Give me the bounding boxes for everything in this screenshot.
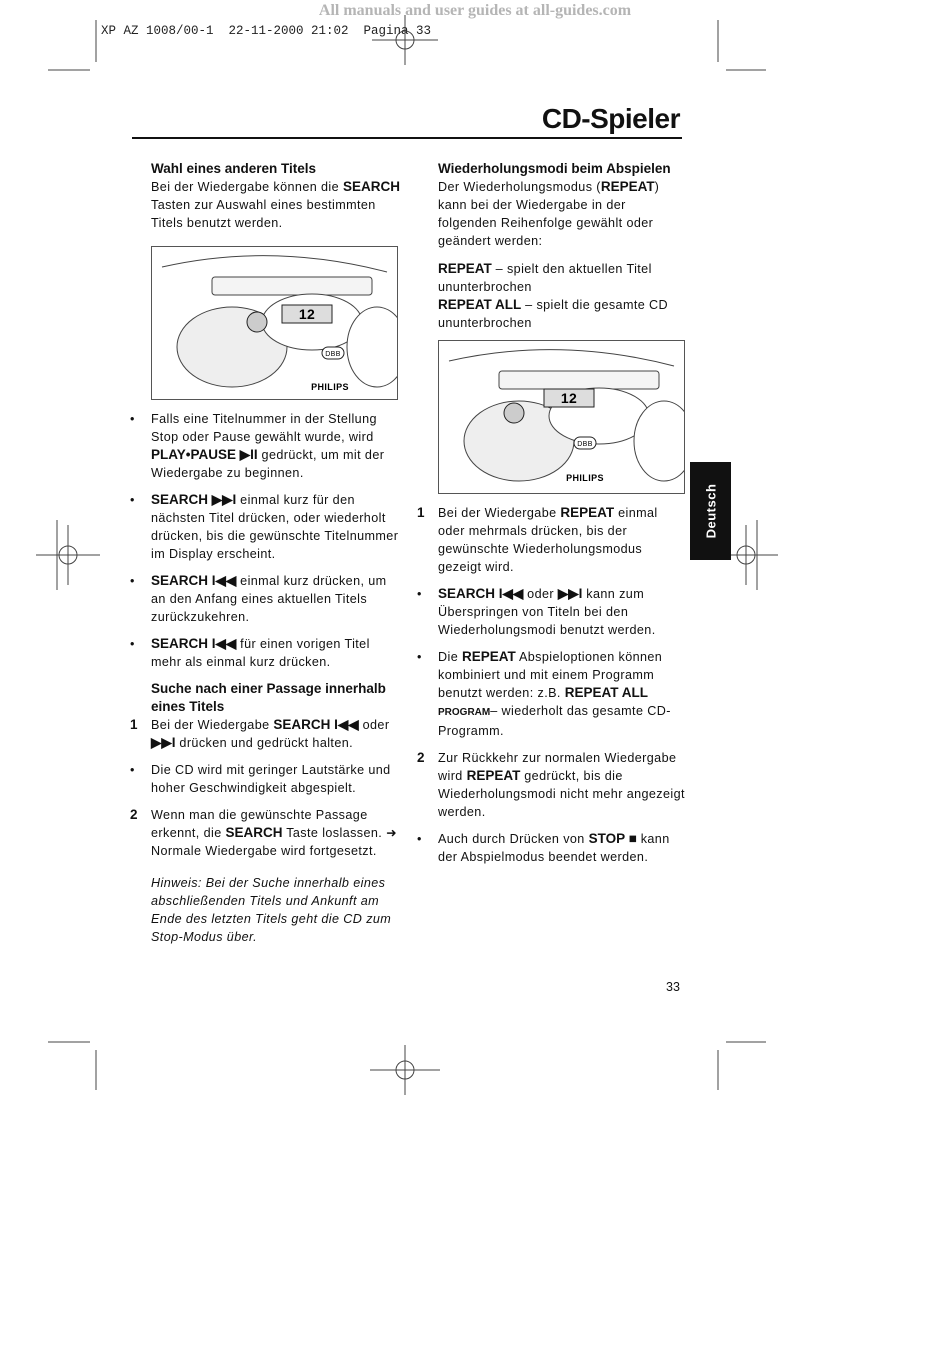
bullet-item bbox=[130, 635, 401, 671]
item-text bbox=[151, 635, 401, 671]
item-text bbox=[438, 749, 688, 821]
left-step-list bbox=[130, 716, 401, 860]
item-text bbox=[438, 648, 688, 740]
right-step-list bbox=[417, 504, 688, 866]
text-run: Taste loslassen. ➜ Normale Wiedergabe wird fortgesetzt. bbox=[151, 826, 398, 858]
item-text bbox=[438, 504, 688, 576]
keyword: SEARCH bbox=[342, 179, 400, 194]
item-text bbox=[151, 491, 401, 563]
svg-text:PHILIPS: PHILIPS bbox=[311, 382, 349, 392]
svg-text:DBB: DBB bbox=[577, 441, 593, 448]
keyword: SEARCH I◀◀ bbox=[151, 573, 237, 588]
bullet-item bbox=[417, 585, 688, 639]
bullet-item bbox=[130, 491, 401, 563]
text-run: einmal kurz für den nächsten Titel drücken, oder wiederholt drücken, bis die gewünschte Titelnummer im Display erscheint. bbox=[151, 493, 399, 561]
mode-repeat-all bbox=[438, 296, 688, 332]
keyword: REPEAT bbox=[462, 649, 516, 664]
keyword: REPEAT ALL bbox=[438, 297, 522, 312]
bullet-marker: • bbox=[417, 650, 422, 664]
svg-text:12: 12 bbox=[560, 390, 578, 406]
item-text bbox=[151, 761, 401, 797]
item-text bbox=[151, 572, 401, 626]
text-run: – wiederholt das gesamte CD-Programm. bbox=[438, 704, 671, 738]
keyword: REPEAT bbox=[600, 179, 655, 194]
keyword: SEARCH I◀◀ bbox=[273, 717, 359, 732]
keyword: ▶▶I bbox=[557, 586, 583, 601]
svg-text:12: 12 bbox=[298, 306, 316, 322]
bullet-marker: • bbox=[130, 637, 135, 651]
bullet-marker: • bbox=[130, 574, 135, 588]
bullet-marker: • bbox=[417, 832, 422, 846]
text-run: gedrückt, um mit der Wiedergabe zu beginnen. bbox=[151, 448, 385, 480]
mode-repeat bbox=[438, 260, 688, 296]
keyword: SEARCH I◀◀ bbox=[438, 586, 524, 601]
step-number: 2 bbox=[130, 807, 138, 822]
bullet-marker: • bbox=[417, 587, 422, 601]
section-heading: Wiederholungsmodi beim Abspielen bbox=[438, 161, 671, 176]
text-run: Bei der Wiedergabe bbox=[151, 718, 274, 732]
step-item bbox=[417, 504, 688, 576]
text-run: Tasten zur Auswahl eines bestimmten Titels benutzt werden. bbox=[151, 198, 376, 230]
keyword: REPEAT bbox=[438, 261, 492, 276]
text-run: oder bbox=[523, 587, 558, 601]
text-run: – spielt die gesamte CD ununterbrochen bbox=[438, 298, 669, 330]
text-run: Die bbox=[438, 650, 462, 664]
section-heading: Suche nach einer Passage innerhalb eines Titels bbox=[151, 681, 386, 714]
keyword: REPEAT bbox=[466, 768, 521, 783]
text-run: ) kann bei der Wiedergabe in der folgenden Reihenfolge gewählt oder geändert werden: bbox=[438, 180, 660, 248]
step-item bbox=[130, 806, 401, 860]
language-tab bbox=[690, 462, 731, 560]
text-run: gedrückt, bis die Wiederholungsmodi nicht mehr angezeigt werden. bbox=[438, 769, 685, 819]
keyword: PLAY•PAUSE ▶II bbox=[151, 447, 258, 462]
text-run: Zur Rückkehr zur normalen Wiedergabe wird bbox=[438, 751, 677, 783]
bullet-marker: • bbox=[130, 763, 135, 777]
text-run: Abspieloptionen können kombiniert und mit einem Programm benutzt werden: z.B. bbox=[438, 650, 663, 700]
bullet-item bbox=[417, 830, 688, 866]
bullet-item bbox=[130, 410, 401, 482]
item-text bbox=[438, 585, 688, 639]
keyword: SEARCH ▶▶I bbox=[151, 492, 237, 507]
text-run: Wenn man die gewünschte Passage erkennt, die bbox=[151, 808, 368, 840]
right-column bbox=[417, 160, 688, 875]
text-run: Bei der Wiedergabe bbox=[438, 506, 561, 520]
keyword: SEARCH bbox=[225, 825, 283, 840]
item-text bbox=[151, 806, 401, 860]
note-text: Hinweis: Bei der Suche innerhalb eines abschließenden Titels und Ankunft am Ende des letzten Titels geht die CD zum Stop-Modus über. bbox=[151, 876, 392, 944]
bullet-marker: • bbox=[130, 493, 135, 507]
left-bullet-list bbox=[130, 410, 401, 671]
item-text bbox=[438, 830, 688, 866]
text-run: für einen vorigen Titel mehr als einmal kurz drücken. bbox=[151, 637, 370, 669]
text-run: Der Wiederholungsmodus ( bbox=[438, 180, 601, 194]
title-rule bbox=[132, 137, 682, 139]
step-item bbox=[130, 716, 401, 752]
bullet-marker: • bbox=[130, 412, 135, 426]
boombox-illustration bbox=[151, 246, 398, 400]
keyword: STOP ■ bbox=[588, 831, 637, 846]
left-column bbox=[130, 160, 401, 946]
text-run: einmal oder mehrmals drücken, bis der gewünschte Wiederholungsmodus gezeigt wird. bbox=[438, 506, 658, 574]
text-run: kann zum Überspringen von Titeln bei den Wiederholungsmodi benutzt werden. bbox=[438, 587, 656, 637]
keyword: REPEAT bbox=[560, 505, 615, 520]
item-text bbox=[151, 410, 401, 482]
text-run: Falls eine Titelnummer in der Stellung Stop oder Pause gewählt wurde, wird bbox=[151, 412, 377, 444]
language-tab-label: Deutsch bbox=[703, 483, 718, 539]
step-number: 2 bbox=[417, 750, 425, 765]
text-run: Auch durch Drücken von bbox=[438, 832, 589, 846]
keyword: ▶▶I bbox=[151, 735, 176, 750]
keyword: REPEAT ALL bbox=[564, 685, 648, 700]
page-number: 33 bbox=[666, 980, 680, 994]
svg-text:PHILIPS: PHILIPS bbox=[566, 473, 604, 483]
text-run: kann der Abspielmodus beendet werden. bbox=[438, 832, 670, 864]
text-run: Bei der Wiedergabe können die bbox=[151, 180, 343, 194]
bullet-item bbox=[417, 648, 688, 740]
print-slug: XP AZ 1008/00-1 22-11-2000 21:02 Pagina 33 bbox=[101, 24, 432, 38]
page-title: CD-Spieler bbox=[541, 103, 680, 134]
boombox-illustration bbox=[438, 340, 685, 494]
svg-text:DBB: DBB bbox=[325, 351, 341, 358]
keyword: SEARCH I◀◀ bbox=[151, 636, 237, 651]
intro-text bbox=[438, 178, 688, 250]
step-number: 1 bbox=[417, 505, 425, 520]
text-run: Die CD wird mit geringer Lautstärke und hoher Geschwindigkeit abgespielt. bbox=[151, 763, 391, 795]
step-item bbox=[417, 749, 688, 821]
watermark: All manuals and user guides at all-guides.com bbox=[318, 2, 632, 19]
item-text bbox=[151, 716, 401, 752]
keyword: PROGRAM bbox=[438, 707, 491, 718]
bullet-item bbox=[130, 761, 401, 797]
intro-text bbox=[151, 178, 401, 232]
step-number: 1 bbox=[130, 717, 138, 732]
section-heading: Wahl eines anderen Titels bbox=[151, 161, 317, 176]
bullet-item bbox=[130, 572, 401, 626]
text-run: einmal kurz drücken, um an den Anfang eines aktuellen Titels zurückzukehren. bbox=[151, 574, 387, 624]
text-run: – spielt den aktuellen Titel ununterbrochen bbox=[438, 262, 652, 294]
text-run: drücken und gedrückt halten. bbox=[175, 736, 354, 750]
text-run: oder bbox=[358, 718, 390, 732]
